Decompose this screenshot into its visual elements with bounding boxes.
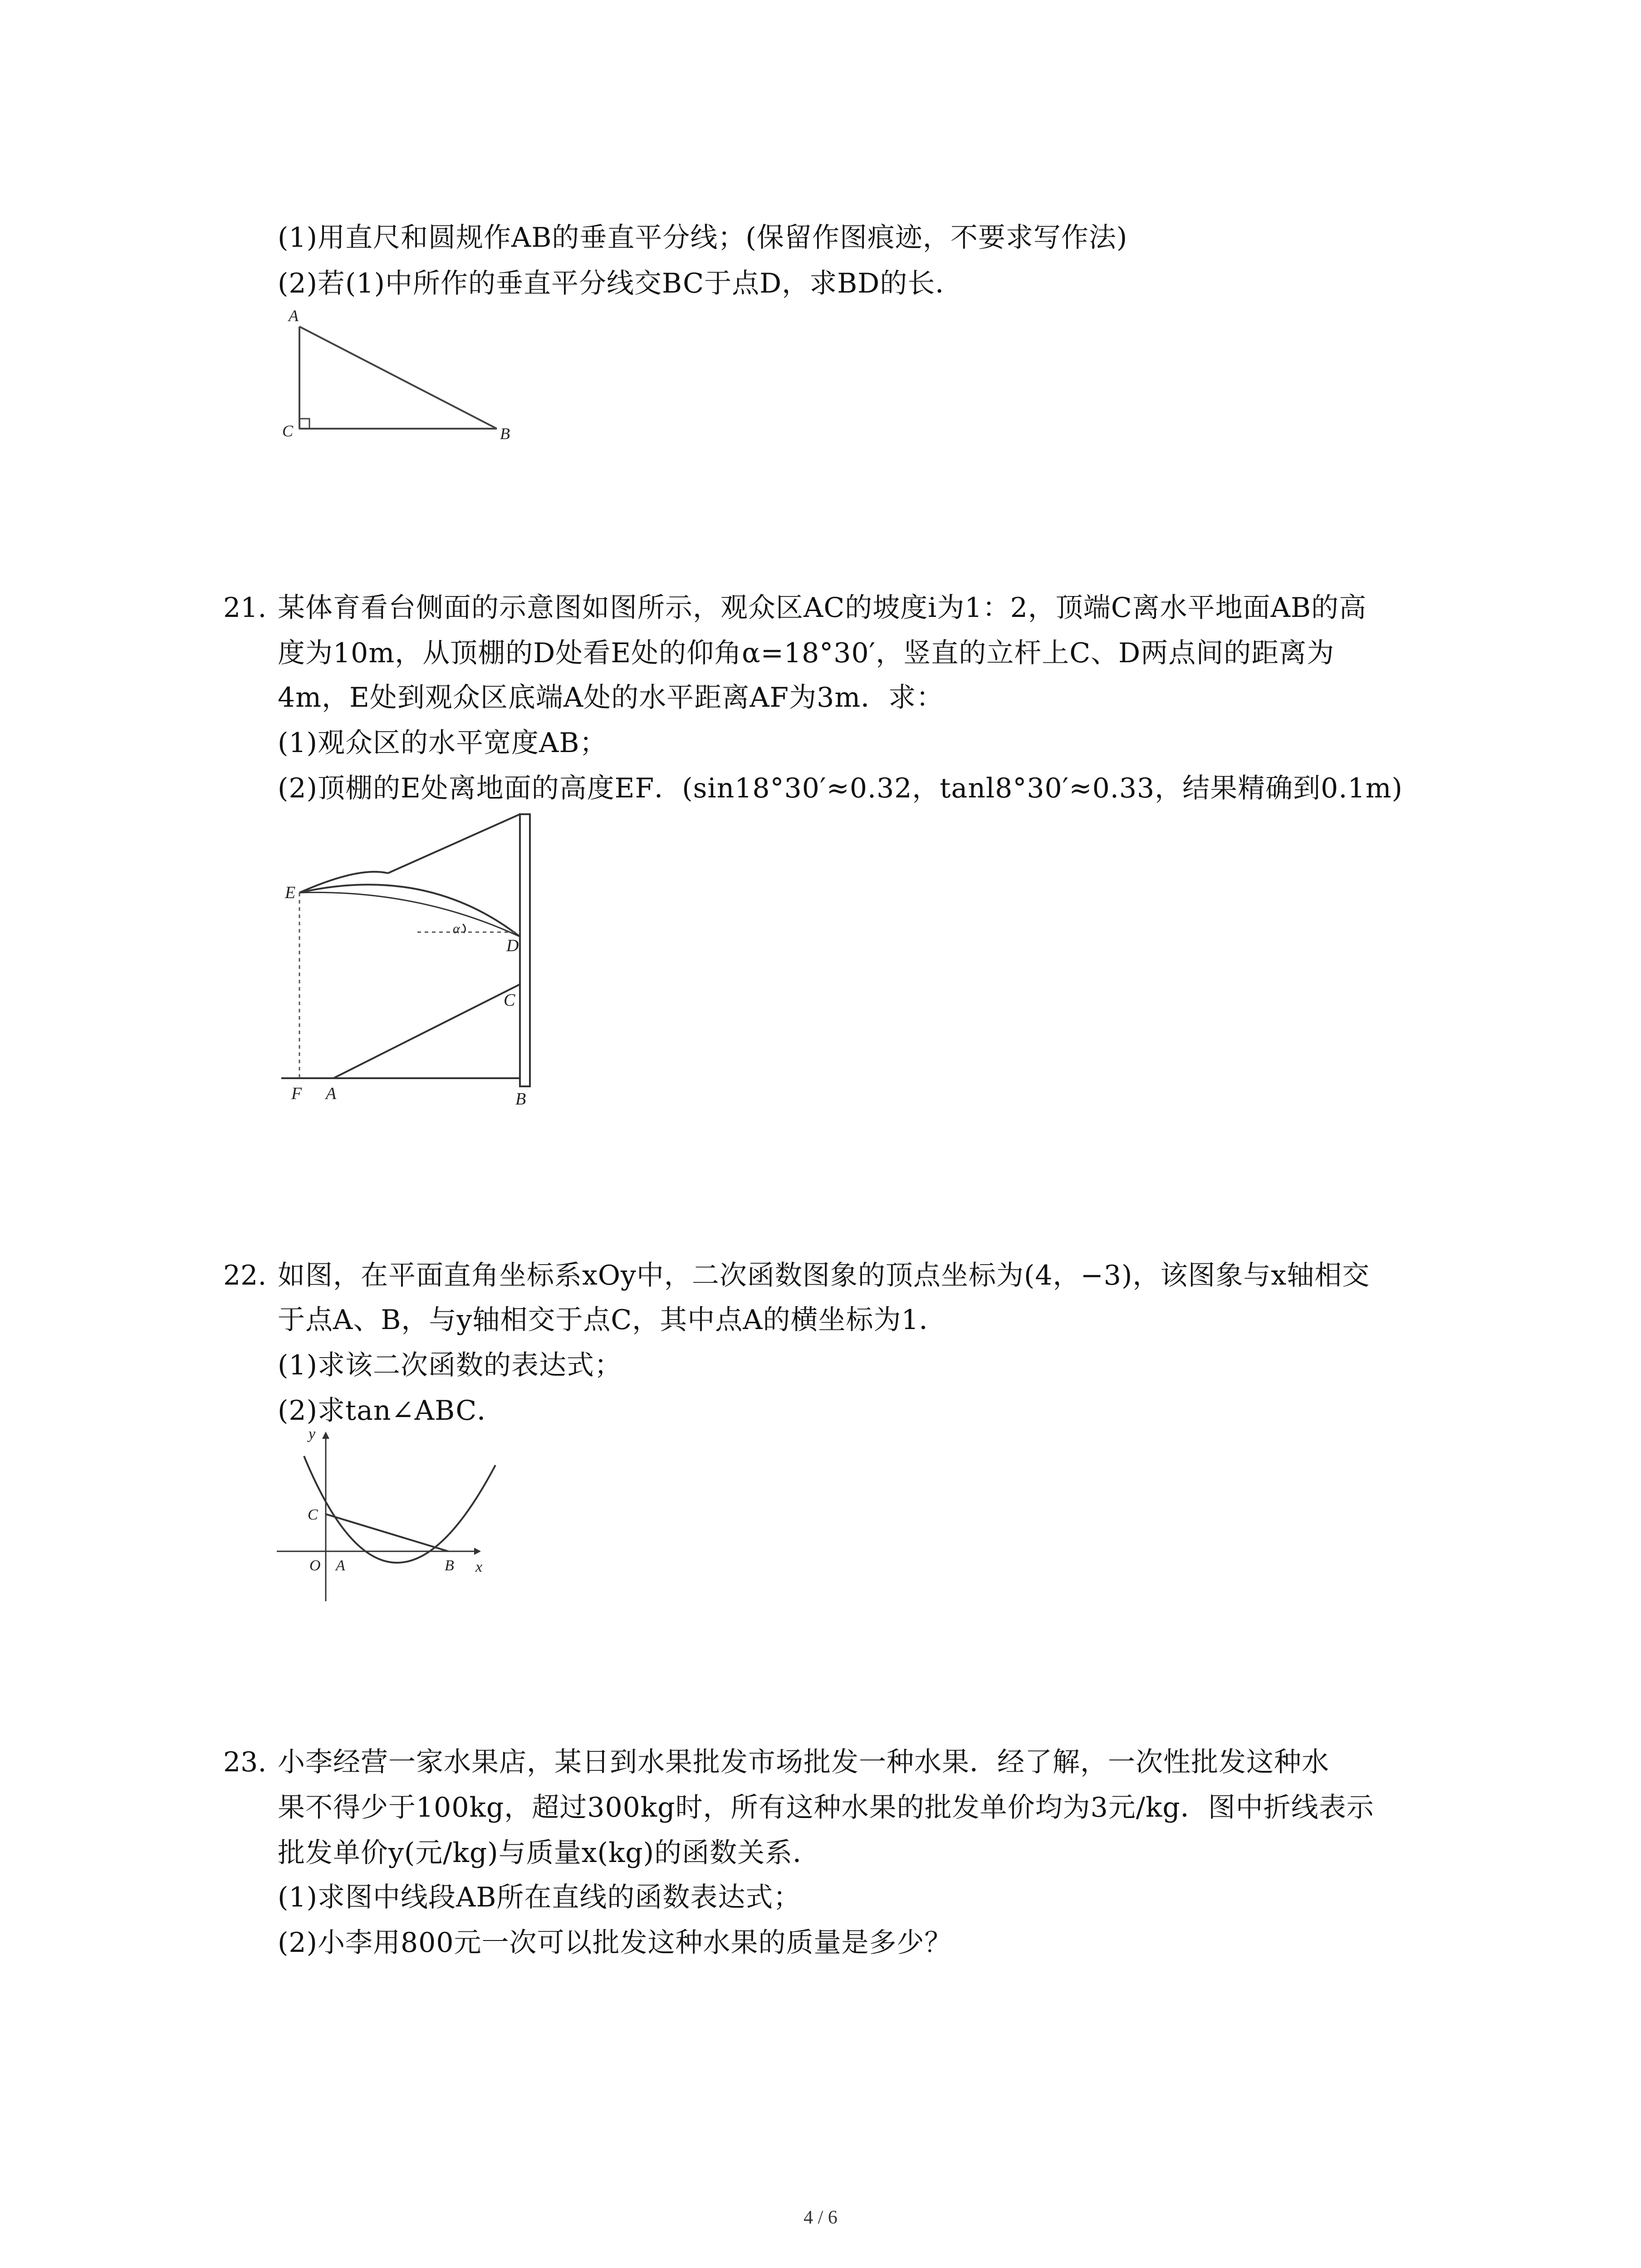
q22-label-c: C (308, 1506, 318, 1523)
q21-label-c: C (504, 991, 515, 1010)
page-number: 4 / 6 (803, 2207, 838, 2228)
q23-part2: (2)小李用800元一次可以批发这种水果的质量是多少？ (278, 1927, 952, 1959)
q21-line1: 某体育看台侧面的示意图如图所示，观众区AC的坡度i为1：2，顶端C离水平地面AB的高 (278, 592, 1367, 624)
q22-part1: (1)求该二次函数的表达式； (278, 1349, 622, 1381)
q21-label-a: A (326, 1084, 337, 1103)
q22-part2: (2)求tan∠ABC． (278, 1395, 505, 1427)
q20-part1: (1)用直尺和圆规作AB的垂直平分线；(保留作图痕迹，不要求写作法) (278, 222, 1128, 254)
q23-part1: (1)求图中线段AB所在直线的函数表达式； (278, 1882, 801, 1913)
q23-line1: 小李经营一家水果店，某日到水果批发市场批发一种水果．经了解，一次性批发这种水 (278, 1746, 1329, 1778)
q20-label-c: C (282, 422, 294, 440)
q22-label-b: B (445, 1557, 454, 1574)
q20-label-b: B (500, 425, 510, 443)
q23-line3: 批发单价y(元/kg)与质量x(kg)的函数关系． (278, 1837, 821, 1869)
q22-label-a: A (336, 1557, 345, 1574)
q22-number: 22. (223, 1260, 267, 1291)
q23-number: 23. (223, 1746, 267, 1778)
q21-label-alpha: α (453, 921, 460, 936)
q22-label-y: y (309, 1429, 316, 1442)
q22-label-x: x (475, 1559, 483, 1575)
q20-triangle-figure (272, 304, 526, 449)
q22-line2: 于点A、B，与y轴相交于点C，其中点A的横坐标为1． (278, 1304, 947, 1336)
q23-line2: 果不得少于100kg，超过300kg时，所有这种水果的批发单价均为3元/kg．图中折线表示 (278, 1792, 1374, 1823)
q21-line2: 度为10m，从顶棚的D处看E处的仰角α=18°30′，竖直的立杆上C、D两点间的距离为 (278, 637, 1335, 669)
q22-label-o: O (309, 1557, 321, 1574)
q21-part1: (1)观众区的水平宽度AB； (278, 727, 607, 759)
q21-label-b: B (515, 1090, 526, 1109)
q21-part2: (2)顶棚的E处离地面的高度EF．(sin18°30′≈0.32，tanl8°30′≈0.33，结果精确到0.1m) (278, 772, 1403, 804)
q21-label-f: F (291, 1084, 302, 1103)
q21-label-e: E (285, 883, 296, 902)
q21-number: 21. (223, 592, 267, 624)
q20-part2: (2)若(1)中所作的垂直平分线交BC于点D，求BD的长． (278, 268, 963, 299)
q21-line3: 4m，E处到观众区底端A处的水平距离AF为3m．求： (278, 682, 944, 714)
q22-parabola-figure (272, 1429, 508, 1606)
q20-label-a: A (289, 307, 299, 325)
q21-label-d: D (506, 936, 519, 955)
q22-line1: 如图，在平面直角坐标系xOy中，二次函数图象的顶点坐标为(4，−3)，该图象与x轴相交 (278, 1260, 1370, 1291)
q21-stadium-figure (268, 805, 558, 1118)
